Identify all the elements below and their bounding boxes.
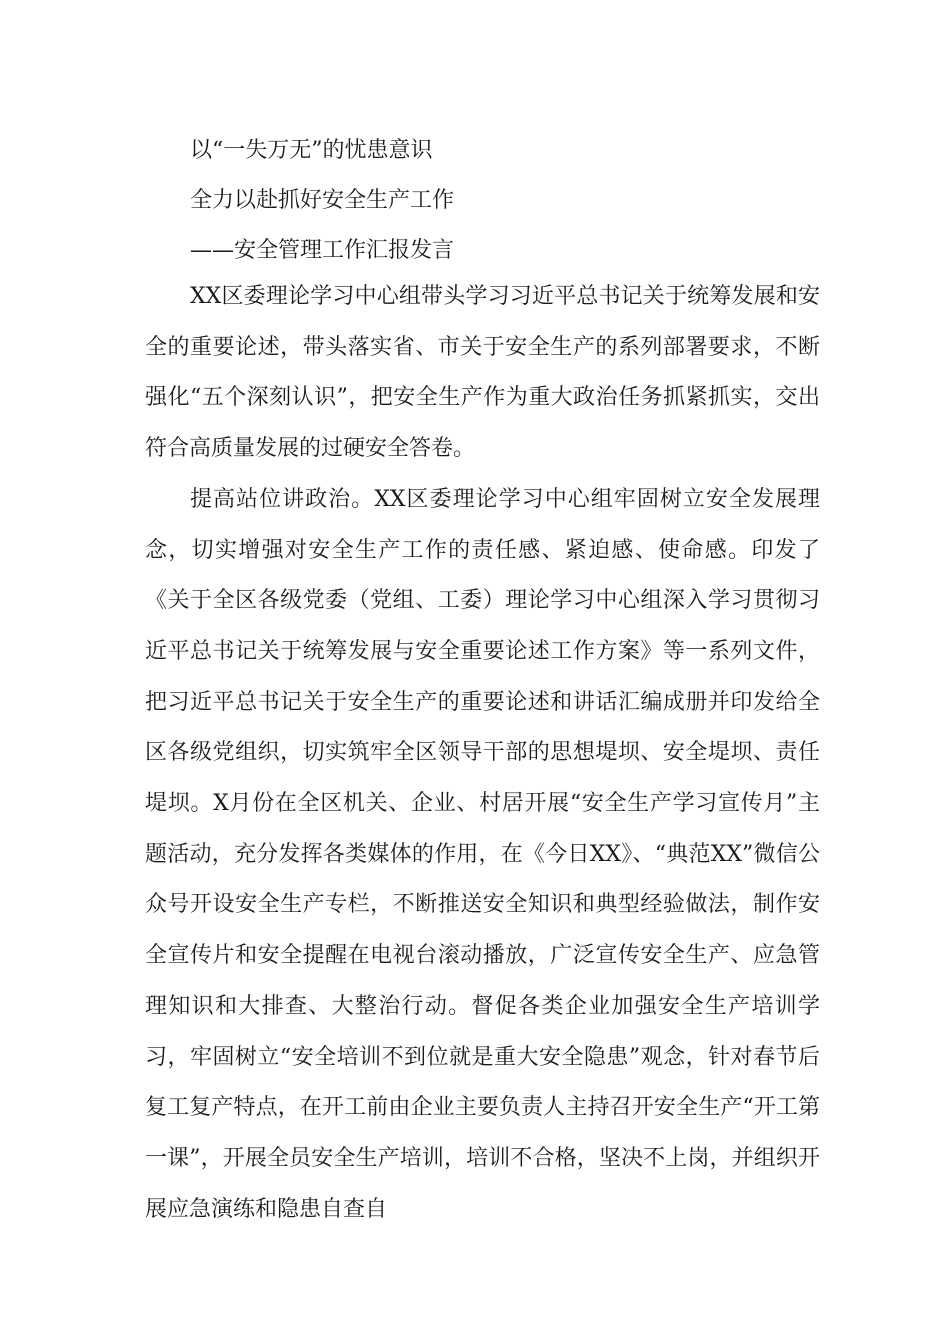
body-text	[145, 272, 820, 1235]
paragraph-intro: XX区委理论学习中心组带头学习习近平总书记关于统筹发展和安全的重要论述，带头落实省、市关于安全生产的系列部署要求，不断强化“五个深刻认识”，把安全生产作为重大政治任务抓紧抓实，交出符合高质量发展的过硬安全答卷。	[145, 284, 820, 462]
title-line-1: 以“一失万无”的忧患意识	[190, 138, 433, 163]
title-line-2: 全力以赴抓好安全生产工作	[190, 188, 455, 213]
paragraph-political-stance: 提高站位讲政治。XX区委理论学习中心组牢固树立安全发展理念，切实增强对安全生产工作的责任感、紧迫感、使命感。印发了《关于全区各级党委（党组、工委）理论学习中心组深入学习贯彻习近平总书记关于统筹发展与安全重要论述工作方案》等一系列文件，把习近平总书记关于安全生产的重要论述和讲话汇编成册并印发给全区各级党组织，切实筑牢全区领导干部的思想堤坝、安全堤坝、责任堤坝。X月份在全区机关、企业、村居开展“安全生产学习宣传月”主题活动，充分发挥各类媒体的作用，在《今日XX》、“典范XX”微信公众号开设安全生产专栏，不断推送安全知识和典型经验做法，制作安全宣传片和安全提醒在电视台滚动播放，广泛宣传安全生产、应急管理知识和大排查、大整治行动。督促各类企业加强安全生产培训学习，牢固树立“安全培训不到位就是重大安全隐患”观念，针对春节后复工复产特点，在开工前由企业主要负责人主持召开安全生产“开工第一课”，开展全员安全生产培训，培训不合格，坚决不上岗，并组织开展应急演练和隐患自查自	[145, 486, 820, 1222]
subtitle-line: ——安全管理工作汇报发言	[190, 238, 455, 263]
